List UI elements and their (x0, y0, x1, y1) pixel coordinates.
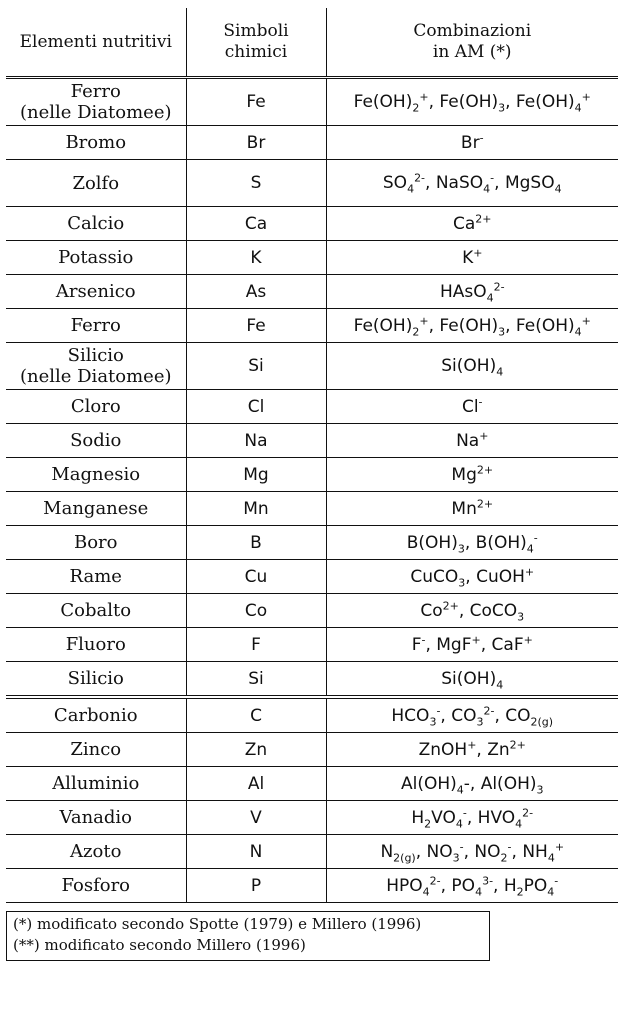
formula-subscript: 2 (516, 884, 524, 898)
table-row (6, 697, 618, 733)
formula-superscript: 2+ (509, 737, 526, 751)
formula-superscript: + (419, 90, 429, 104)
chemical-symbol: Fe (186, 78, 326, 126)
formula-subscript: 4 (496, 365, 504, 379)
chemical-symbol: V (186, 801, 326, 835)
table-row (6, 869, 618, 903)
formula-text: , CuOH (465, 566, 525, 587)
table-row (6, 560, 618, 594)
element-name: Azoto (6, 835, 186, 869)
formula-superscript: + (419, 313, 429, 327)
formula-text: , NO (415, 841, 453, 862)
formula-superscript: - (507, 839, 512, 853)
formula (380, 839, 565, 864)
element-name: Vanadio (6, 801, 186, 835)
formula (382, 171, 562, 196)
element-name: Cloro (6, 390, 186, 424)
table-row (6, 390, 618, 424)
chemical-combinations (326, 160, 618, 207)
table-row (6, 492, 618, 526)
formula-text: , Fe(OH) (428, 92, 499, 112)
formula-text: Si(OH) (441, 668, 497, 689)
table-row (6, 767, 618, 801)
formula-superscript: + (524, 564, 535, 578)
formula-text: Ca (452, 213, 476, 234)
formula-superscript: 2- (522, 805, 534, 819)
chemical-combinations (326, 343, 618, 390)
element-name: Potassio (6, 241, 186, 275)
table-row (6, 207, 618, 241)
formula-subscript: 4 (456, 782, 464, 796)
formula (418, 737, 526, 760)
formula-subscript: 4 (422, 884, 430, 898)
formula-text: VO (431, 807, 456, 828)
chemical-combinations (326, 733, 618, 767)
formula-subscript: 4 (455, 816, 463, 830)
formula-text: Fe(OH) (353, 92, 413, 112)
formula (451, 462, 494, 485)
chemical-symbol: Ca (186, 207, 326, 241)
chemical-symbol: N (186, 835, 326, 869)
formula (456, 428, 489, 451)
formula-superscript: + (581, 313, 591, 327)
table-row (6, 662, 618, 698)
formula-superscript: + (523, 632, 533, 646)
formula-text: , HVO (466, 807, 516, 828)
chemical-symbol: Co (186, 594, 326, 628)
formula-text: H (411, 807, 425, 828)
table-row (6, 343, 618, 390)
formula (401, 774, 544, 794)
chemical-symbol: Cl (186, 390, 326, 424)
chemical-combinations (326, 767, 618, 801)
table-row (6, 126, 618, 160)
formula-subscript: 4 (486, 290, 494, 304)
formula-text: Fe(OH) (353, 315, 413, 336)
chemical-symbol: F (186, 628, 326, 662)
formula-text: , Zn (476, 739, 510, 760)
formula-text: Na (456, 430, 480, 451)
formula-superscript: 2- (483, 703, 495, 717)
formula-text: Co (420, 600, 443, 621)
formula-text: , Fe(OH) (505, 92, 575, 112)
formula-superscript: + (471, 632, 481, 646)
formula-text: , Fe(OH) (505, 315, 575, 336)
formula-text: Si(OH) (441, 356, 497, 376)
formula-text: Mg (451, 464, 477, 485)
formula-superscript: 2+ (476, 462, 494, 476)
formula-superscript: 2- (429, 873, 441, 887)
chemical-symbol: Mn (186, 492, 326, 526)
formula-superscript: 2+ (442, 598, 459, 612)
formula-text: HPO (386, 875, 423, 896)
chemical-symbol: Al (186, 767, 326, 801)
chemical-symbol: Zn (186, 733, 326, 767)
formula-text: , CO (494, 705, 531, 726)
table-row (6, 424, 618, 458)
formula-superscript: - (421, 632, 426, 646)
table-row (6, 309, 618, 343)
chemical-combinations (326, 492, 618, 526)
formula-text: CuCO (410, 566, 459, 587)
element-name: Silicio (6, 662, 186, 698)
formula (411, 805, 534, 830)
formula-superscript: + (479, 428, 489, 442)
formula-subscript: 3 (498, 324, 506, 338)
formula-superscript: - (490, 171, 495, 185)
formula (451, 496, 494, 519)
formula (391, 703, 554, 728)
chemical-combinations (326, 390, 618, 424)
formula-superscript: 2+ (475, 211, 492, 225)
table-body (6, 78, 618, 903)
formula-superscript: + (554, 839, 565, 853)
element-name: Sodio (6, 424, 186, 458)
formula-text: SO (382, 173, 408, 193)
formula-superscript: 2- (414, 171, 426, 185)
formula-subscript: 2(g) (530, 714, 554, 728)
element-name: Fluoro (6, 628, 186, 662)
formula-text: , NH (511, 841, 548, 862)
formula-subscript: 3 (476, 714, 484, 728)
formula (420, 598, 525, 623)
formula-subscript: 4 (475, 884, 483, 898)
formula-subscript: 4 (515, 816, 523, 830)
formula-subscript: 4 (554, 182, 562, 196)
table-row (6, 526, 618, 560)
formula-subscript: 3 (536, 782, 544, 796)
chemical-symbol: Si (186, 343, 326, 390)
formula-superscript: + (581, 90, 591, 104)
element-name: Alluminio (6, 767, 186, 801)
chemical-combinations (326, 628, 618, 662)
table-row (6, 628, 618, 662)
element-name: Ferro (nelle Diatomee) (6, 78, 186, 126)
formula-subscript: 2 (412, 101, 420, 115)
formula-subscript: 2 (424, 816, 432, 830)
formula-text: K (462, 247, 474, 268)
nutrient-elements-table (6, 8, 618, 903)
chemical-combinations (326, 560, 618, 594)
formula-text: HAsO (439, 281, 487, 302)
chemical-symbol: Fe (186, 309, 326, 343)
formula (353, 90, 591, 115)
element-name: Boro (6, 526, 186, 560)
table-row (6, 275, 618, 309)
formula (386, 873, 559, 898)
chemical-combinations (326, 424, 618, 458)
header-combinations: Combinazioni in AM (*) (326, 8, 618, 78)
element-name: Zolfo (6, 160, 186, 207)
formula-text: , CaF (480, 634, 524, 655)
formula-text: , CoCO (458, 600, 518, 621)
footnote: (*) modificato secondo Spotte (1979) e Millero (1996) (13, 915, 422, 933)
formula-subscript: 3 (498, 101, 506, 115)
formula (452, 211, 492, 234)
chemical-combinations (326, 78, 618, 126)
formula-superscript: 2- (493, 279, 505, 293)
element-name: Ferro (6, 309, 186, 343)
chemical-combinations (326, 869, 618, 903)
formula-subscript: 2 (500, 850, 508, 864)
formula-superscript: - (459, 839, 464, 853)
formula (406, 530, 538, 555)
footnotes-box (6, 911, 490, 961)
formula-superscript: - (478, 394, 483, 408)
formula-subscript: 4 (407, 182, 415, 196)
chemical-symbol: Cu (186, 560, 326, 594)
formula-subscript: 3 (457, 541, 465, 555)
element-name: Magnesio (6, 458, 186, 492)
formula-text: Al(OH) (400, 773, 457, 794)
formula (411, 632, 533, 655)
table-row (6, 733, 618, 767)
formula (461, 394, 483, 417)
formula (439, 279, 505, 304)
formula-text: , H (493, 875, 517, 896)
formula-text: HCO (391, 705, 430, 726)
table-row (6, 160, 618, 207)
chemical-symbol: K (186, 241, 326, 275)
table-row (6, 801, 618, 835)
formula-text: B(OH) (406, 532, 458, 553)
formula-subscript: 3 (458, 575, 466, 589)
chemical-combinations (326, 594, 618, 628)
header-elements: Elementi nutritivi (6, 8, 186, 78)
table-row (6, 458, 618, 492)
table-row (6, 78, 618, 126)
formula-superscript: - (479, 130, 484, 144)
footnote: (**) modificato secondo Millero (1996) (13, 936, 306, 954)
chemical-combinations (326, 526, 618, 560)
formula-subscript: 2(g) (393, 850, 416, 864)
header-symbols: Simboli chimici (186, 8, 326, 78)
formula-text: PO (523, 875, 548, 896)
chemical-combinations (326, 697, 618, 733)
formula-subscript: 4 (547, 884, 555, 898)
chemical-symbol: Br (186, 126, 326, 160)
formula-subscript: 4 (496, 677, 504, 691)
formula-superscript: - (436, 703, 441, 717)
table-row (6, 594, 618, 628)
formula-text: , MgSO (494, 173, 555, 193)
chemical-symbol: As (186, 275, 326, 309)
formula-subscript: 4 (574, 101, 582, 115)
chemical-symbol: Na (186, 424, 326, 458)
formula-subscript: 4 (526, 541, 534, 555)
element-name: Arsenico (6, 275, 186, 309)
formula-text: F (411, 634, 422, 655)
formula (410, 564, 535, 589)
chemical-combinations (326, 275, 618, 309)
chemical-symbol: C (186, 697, 326, 733)
formula-text: ZnOH (418, 739, 468, 760)
element-name: Carbonio (6, 697, 186, 733)
element-name: Silicio (nelle Diatomee) (6, 343, 186, 390)
element-name: Fosforo (6, 869, 186, 903)
formula-text: , MgF (425, 634, 472, 655)
formula-superscript: + (467, 737, 477, 751)
formula-text: Br (460, 132, 480, 153)
chemical-combinations (326, 309, 618, 343)
formula-superscript: - (554, 873, 559, 887)
element-name: Zinco (6, 733, 186, 767)
formula-superscript: - (533, 530, 538, 544)
chemical-combinations (326, 126, 618, 160)
formula (460, 130, 484, 153)
formula-superscript: + (473, 245, 483, 259)
chemical-combinations (326, 801, 618, 835)
document-page (6, 8, 624, 961)
formula-text: Cl (461, 396, 479, 417)
element-name: Calcio (6, 207, 186, 241)
chemical-combinations (326, 835, 618, 869)
chemical-combinations (326, 662, 618, 698)
element-name: Manganese (6, 492, 186, 526)
chemical-combinations (326, 207, 618, 241)
chemical-symbol: Mg (186, 458, 326, 492)
formula-superscript: 2+ (476, 496, 494, 510)
formula-subscript: 3 (452, 850, 460, 864)
chemical-symbol: P (186, 869, 326, 903)
formula-subscript: 4 (547, 850, 555, 864)
table-row (6, 241, 618, 275)
formula-text: , Fe(OH) (428, 315, 499, 336)
element-name: Rame (6, 560, 186, 594)
element-name: Bromo (6, 126, 186, 160)
chemical-combinations (326, 241, 618, 275)
formula-text: -, Al(OH) (463, 773, 537, 794)
formula-text: , NaSO (425, 173, 484, 193)
formula-subscript: 4 (483, 182, 491, 196)
formula-text: Mn (451, 498, 477, 519)
formula-text: , NO (463, 841, 501, 862)
formula-subscript: 2 (412, 324, 420, 338)
element-name: Cobalto (6, 594, 186, 628)
table-header (6, 8, 618, 78)
formula (353, 313, 591, 338)
table-row (6, 835, 618, 869)
formula-text: , PO (440, 875, 476, 896)
formula-subscript: 3 (517, 609, 525, 623)
chemical-symbol: Si (186, 662, 326, 698)
formula-text: N (380, 841, 394, 862)
chemical-symbol: S (186, 160, 326, 207)
formula-superscript: 3- (482, 873, 494, 887)
formula-subscript: 4 (574, 324, 582, 338)
formula-subscript: 3 (429, 714, 437, 728)
formula (441, 356, 504, 379)
chemical-combinations (326, 458, 618, 492)
formula (462, 245, 483, 268)
chemical-symbol: B (186, 526, 326, 560)
formula-text: , CO (440, 705, 477, 726)
formula-superscript: - (462, 805, 467, 819)
formula-text: , B(OH) (464, 532, 527, 553)
formula (441, 669, 503, 689)
